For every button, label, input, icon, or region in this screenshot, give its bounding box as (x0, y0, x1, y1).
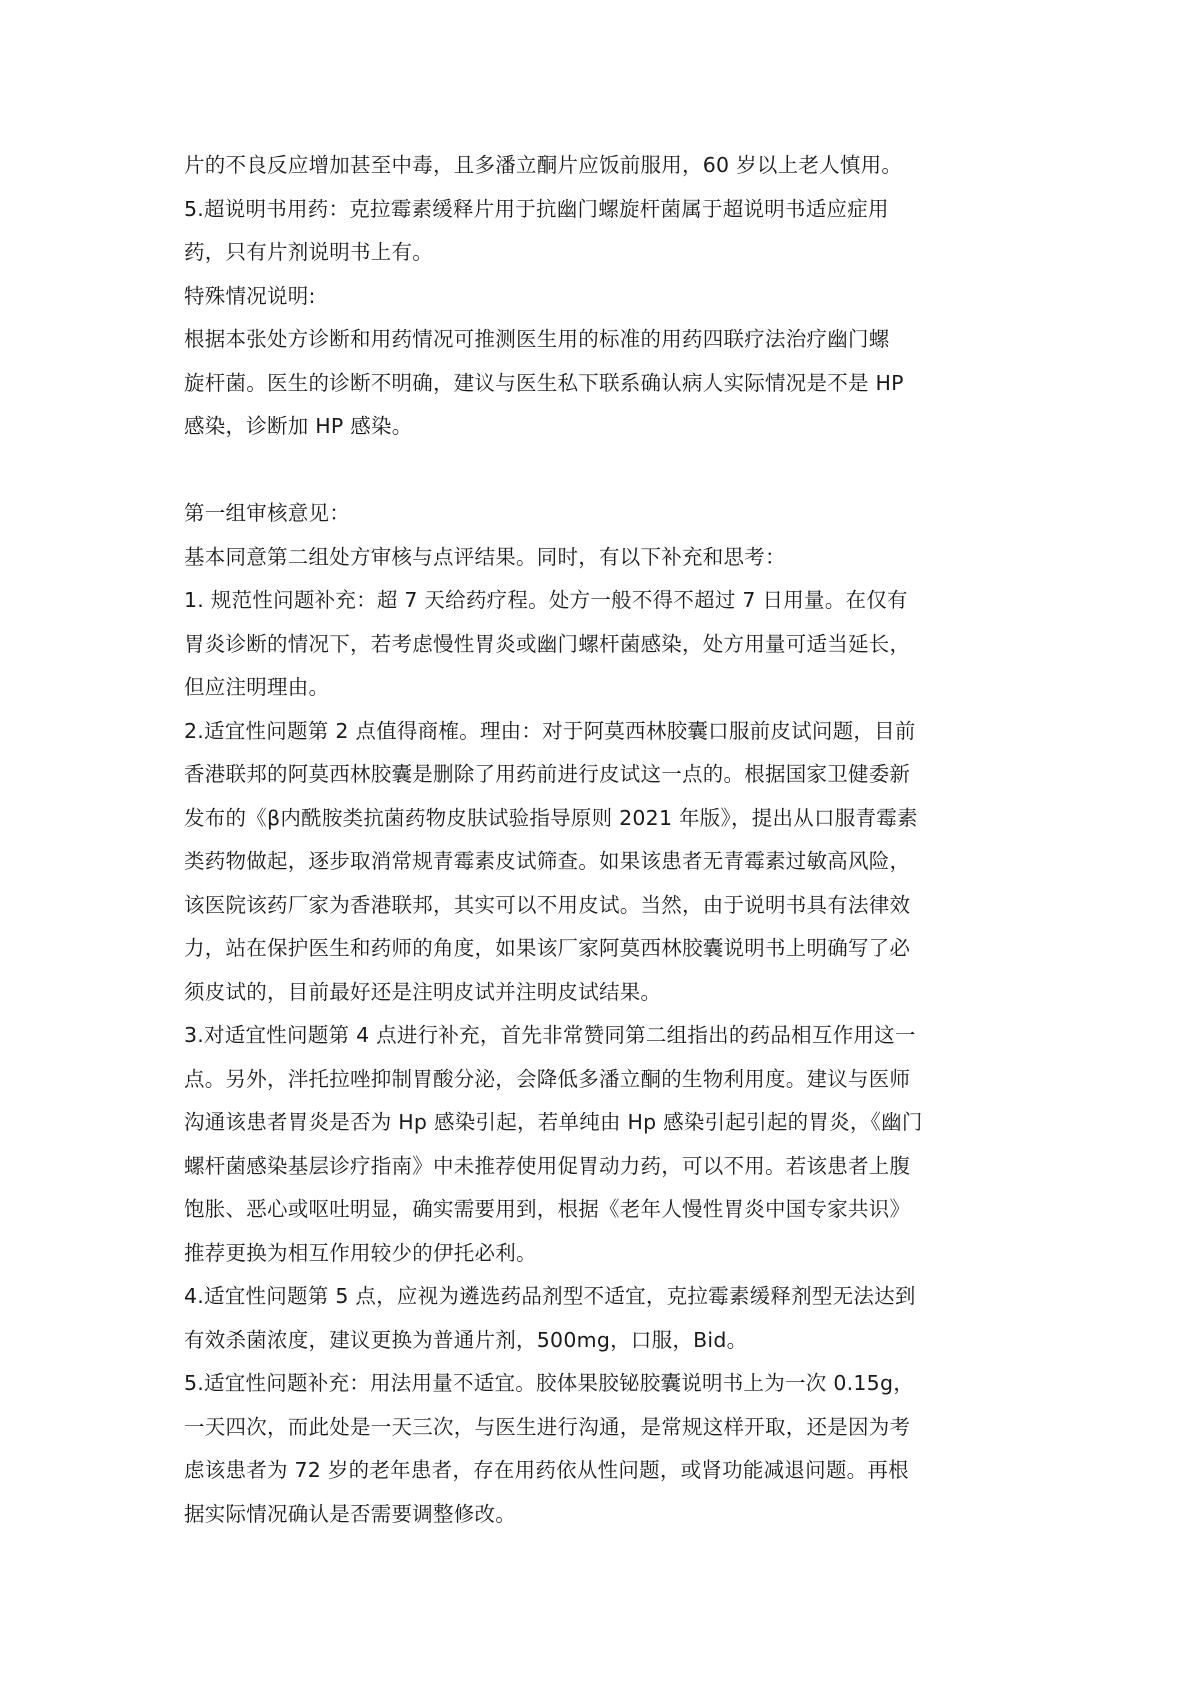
text-line: 有效杀菌浓度，建议更换为普通片剂，500mg，口服，Bid。 (184, 1327, 748, 1352)
text-line: 但应注明理由。 (184, 675, 330, 699)
text-line: 胃炎诊断的情况下，若考虑慢性胃炎或幽门螺杆菌感染，处方用量可适当延长， (184, 631, 911, 656)
text-line: 类药物做起，逐步取消常规青霉素皮试筛查。如果该患者无青霉素过敏高风险， (184, 849, 911, 873)
text-line: 力，站在保护医生和药师的角度，如果该厂家阿莫西林胶囊说明书上明确写了必 (184, 936, 911, 960)
group-one-review-block (184, 492, 1024, 1580)
text-line: 饱胀、恶心或呕吐明显，确实需要用到，根据《老年人慢性胃炎中国专家共识》 (184, 1197, 911, 1221)
text-line: 发布的《β内酰胺类抗菌药物皮肤试验指导原则 2021 年版》，提出从口服青霉素 (184, 805, 918, 830)
text-line: 香港联邦的阿莫西林胶囊是删除了用药前进行皮试这一点的。根据国家卫健委新 (184, 762, 911, 786)
text-line: 点。另外，泮托拉唑抑制胃酸分泌，会降低多潘立酮的生物利用度。建议与医师 (184, 1066, 911, 1091)
section-heading: 特殊情况说明: (184, 283, 316, 308)
text-line: 5.超说明书用药：克拉霉素缓释片用于抗幽门螺旋杆菌属于超说明书适应症用 (184, 196, 889, 221)
text-line: 该医院该药厂家为香港联邦，其实可以不用皮试。当然，由于说明书具有法律效 (184, 892, 911, 917)
review-notes-block (184, 144, 1024, 449)
text-line: 须皮试的，目前最好还是注明皮试并注明皮试结果。 (184, 979, 662, 1004)
text-line: 片的不良反应增加甚至中毒，且多潘立酮片应饭前服用，60 岁以上老人慎用。 (184, 153, 903, 177)
text-line: 推荐更换为相互作用较少的伊托必利。 (184, 1240, 537, 1265)
section-heading: 第一组审核意见： (184, 501, 350, 525)
text-line: 3.对适宜性问题第 4 点进行补充，首先非常赞同第二组指出的药品相互作用这一 (184, 1023, 916, 1047)
text-line: 基本同意第二组处方审核与点评结果。同时，有以下补充和思考： (184, 544, 786, 569)
text-line: 1. 规范性问题补充：超 7 天给药疗程。处方一般不得不超过 7 日用量。在仅有 (184, 588, 908, 612)
text-line: 2.适宜性问题第 2 点值得商榷。理由：对于阿莫西林胶囊口服前皮试问题，目前 (184, 718, 916, 743)
text-line: 螺杆菌感染基层诊疗指南》中未推荐使用促胃动力药，可以不用。若该患者上腹 (184, 1153, 911, 1178)
text-line: 4.适宜性问题第 5 点，应视为遴选药品剂型不适宜，克拉霉素缓释剂型无法达到 (184, 1284, 916, 1308)
text-line: 沟通该患者胃炎是否为 Hp 感染引起，若单纯由 Hp 感染引起引起的胃炎，《幽门 (184, 1110, 923, 1134)
text-line: 旋杆菌。医生的诊断不明确，建议与医生私下联系确认病人实际情况是不是 HP (184, 370, 904, 395)
text-line: 虑该患者为 72 岁的老年患者，存在用药依从性问题，或肾功能减退问题。再根 (184, 1458, 909, 1482)
text-line: 药，只有片剂说明书上有。 (184, 240, 433, 264)
document-body (184, 144, 1024, 1580)
text-line: 一天四次，而此处是一天三次，与医生进行沟通，是常规这样开取，还是因为考 (184, 1414, 911, 1439)
text-line: 根据本张处方诊断和用药情况可推测医生用的标准的用药四联疗法治疗幽门螺 (184, 327, 890, 351)
paragraph-gap (184, 449, 1024, 493)
text-line: 感染，诊断加 HP 感染。 (184, 414, 413, 438)
text-line (184, 1536, 1024, 1580)
text-line: 5.适宜性问题补充：用法用量不适宜。胶体果胶铋胶囊说明书上为一次 0.15g， (184, 1371, 914, 1395)
text-line: 据实际情况确认是否需要调整修改。 (184, 1501, 516, 1526)
